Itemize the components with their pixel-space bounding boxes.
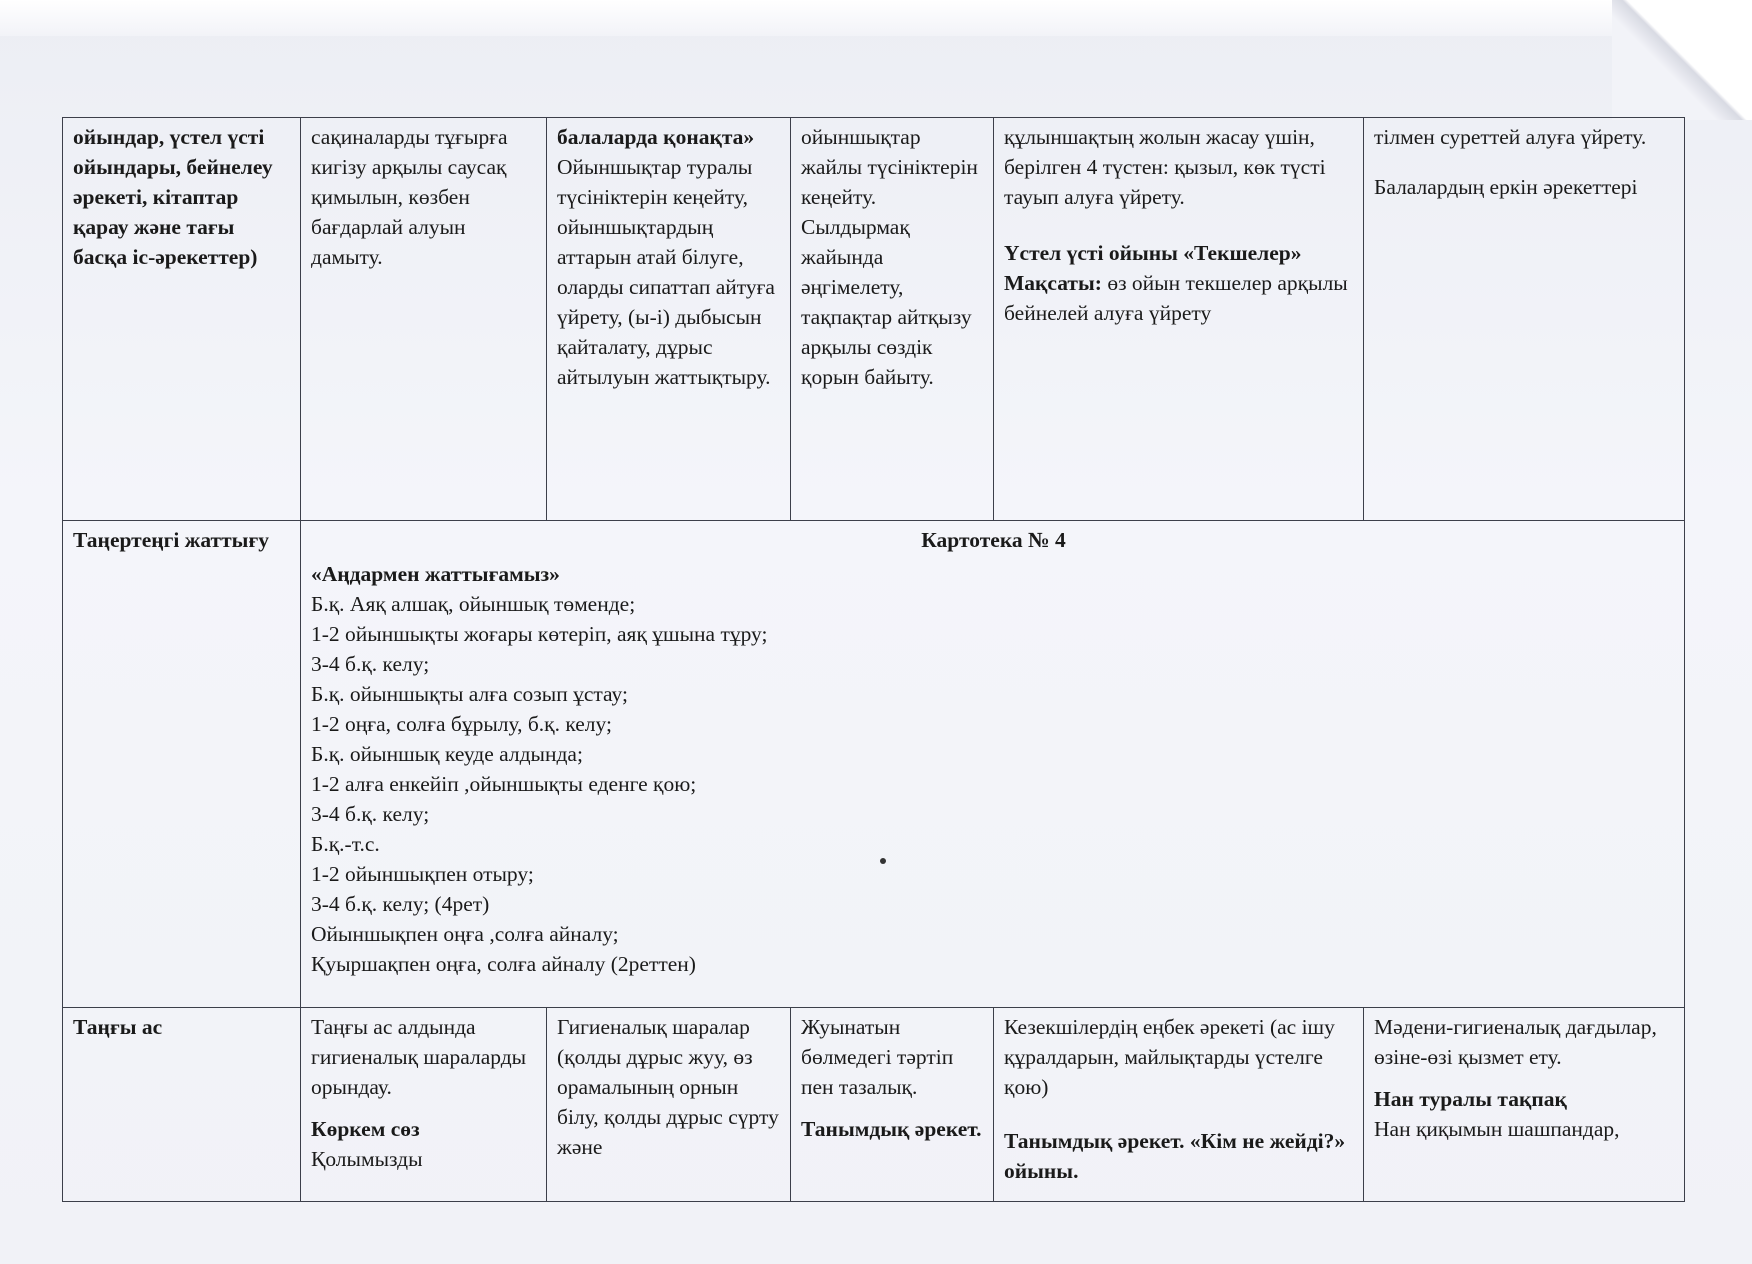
exercise-line: 1-2 алға енкейіп ,ойыншықты еденге қою; xyxy=(311,772,697,796)
breakfast-friday-cell xyxy=(1364,1008,1685,1202)
who-eats-what-game: Танымдық әрекет. «Кім не жейді?» ойыны. xyxy=(1004,1129,1346,1183)
thursday-activity-cell xyxy=(994,118,1364,521)
morning-exercise-label-cell xyxy=(63,521,301,1008)
morning-exercise-label: Таңертеңгі жаттығу xyxy=(73,528,269,552)
exercise-line: 3-4 б.қ. келу; (4рет) xyxy=(311,892,490,916)
cognitive-activity-title: Танымдық әрекет. xyxy=(801,1117,982,1141)
morning-exercise-cell xyxy=(301,521,1685,1008)
breakfast-thursday-text: Кезекшілердің еңбек әрекеті (ас ішу құралдарын, майлықтарды үстелге қою) xyxy=(1004,1015,1335,1099)
tuesday-activity-cell xyxy=(547,118,791,521)
activity-types-cell xyxy=(63,118,301,521)
table-row-morning-exercise xyxy=(63,521,1685,1008)
breakfast-label-cell xyxy=(63,1008,301,1202)
bread-poem-title: Нан туралы тақпақ xyxy=(1374,1087,1567,1111)
goal-label: Мақсаты: xyxy=(1004,271,1102,295)
thursday-activity-text: құлыншақтың жолын жасау үшін, берілген 4 түстен: қызыл, көк түсті тауып алуға үйрету. xyxy=(1004,125,1326,209)
monday-activity-cell xyxy=(301,118,547,521)
exercise-line: 3-4 б.қ. келу; xyxy=(311,652,430,676)
exercise-title: «Аңдармен жаттығамыз» xyxy=(311,562,560,586)
goal-text: өз ойын текшелер арқылы бейнелей алуға үйрету xyxy=(1004,271,1348,325)
monday-activity-text: сақиналарды тұғырға кигізу арқылы саусақ қимылын, көзбен бағдарлай алуын дамыту. xyxy=(311,125,508,269)
page-top-edge xyxy=(0,0,1752,36)
activity-types-text: ойындар, үстел үсті ойындары, бейнелеу әрекеті, кітаптар қарау және тағы басқа іс-әрекеттер) xyxy=(73,125,273,269)
wednesday-activity-cell xyxy=(791,118,994,521)
breakfast-tuesday-cell xyxy=(547,1008,791,1202)
tuesday-activity-title: балаларда қонақта» xyxy=(557,125,755,149)
exercise-line: Б.қ. ойыншық кеуде алдында; xyxy=(311,742,583,766)
exercise-line: Б.қ. ойыншықты алға созып ұстау; xyxy=(311,682,628,706)
tuesday-activity-text: Ойыншықтар туралы түсініктерін кеңейту, ойыншықтардың аттарын атай білуге, оларды сипаттап айтуға үйрету, (ы-і) дыбысын қайталату, дұрыс айтылуын жаттықтыру. xyxy=(557,155,775,389)
friday-activity-text: тілмен суреттей алуға үйрету. xyxy=(1374,125,1647,149)
exercise-line: 1-2 ойыншықты жоғары көтеріп, аяқ ұшына тұру; xyxy=(311,622,768,646)
table-game-goal xyxy=(1004,268,1355,328)
exercise-line: 1-2 ойыншықпен отыру; xyxy=(311,862,534,886)
table-row-breakfast xyxy=(63,1008,1685,1202)
table-row-activities xyxy=(63,118,1685,521)
fiction-text: Қолымызды xyxy=(311,1147,423,1171)
exercise-line: 1-2 оңға, солға бұрылу, б.қ. келу; xyxy=(311,712,612,736)
breakfast-wednesday-text: Жуынатын бөлмедегі тәртіп пен тазалық. xyxy=(801,1015,954,1099)
free-activities-text: Балалардың еркін әрекеттері xyxy=(1374,175,1638,199)
breakfast-monday-cell xyxy=(301,1008,547,1202)
breakfast-tuesday-text: Гигиеналық шаралар (қолды дұрыс жуу, өз орамалының орнын білу, қолды дұрыс сүрту және xyxy=(557,1015,779,1159)
breakfast-thursday-cell xyxy=(994,1008,1364,1202)
table-game-title: Үстел үсті ойыны «Текшелер» xyxy=(1004,241,1302,265)
exercise-lines xyxy=(311,589,1676,979)
daily-plan-table xyxy=(62,117,1685,1202)
fiction-title: Көркем сөз xyxy=(311,1117,420,1141)
exercise-line: 3-4 б.қ. келу; xyxy=(311,802,430,826)
breakfast-monday-text: Таңғы ас алдында гигиеналық шараларды орындау. xyxy=(311,1015,527,1099)
folded-corner xyxy=(1612,0,1752,120)
breakfast-wednesday-cell xyxy=(791,1008,994,1202)
breakfast-friday-text: Мәдени-гигиеналық дағдылар, өзіне-өзі қызмет ету. xyxy=(1374,1015,1657,1069)
exercise-line: Ойыншықпен оңға ,солға айналу; xyxy=(311,922,619,946)
friday-activity-cell xyxy=(1364,118,1685,521)
bread-poem-text: Нан қиқымын шашпандар, xyxy=(1374,1117,1620,1141)
wednesday-activity-text: ойыншықтар жайлы түсініктерін кеңейту. Сылдырмақ жайында әңгімелету, тақпақтар айтқызу арқылы сөздік қорын байыту. xyxy=(801,125,978,389)
exercise-line: Қуыршақпен оңға, солға айналу (2реттен) xyxy=(311,952,696,976)
breakfast-label: Таңғы ас xyxy=(73,1015,163,1039)
card-file-number: Картотека № 4 xyxy=(921,528,1066,552)
scan-speck xyxy=(880,858,886,864)
exercise-line: Б.қ.-т.с. xyxy=(311,832,380,856)
exercise-line: Б.қ. Аяқ алшақ, ойыншық төменде; xyxy=(311,592,636,616)
